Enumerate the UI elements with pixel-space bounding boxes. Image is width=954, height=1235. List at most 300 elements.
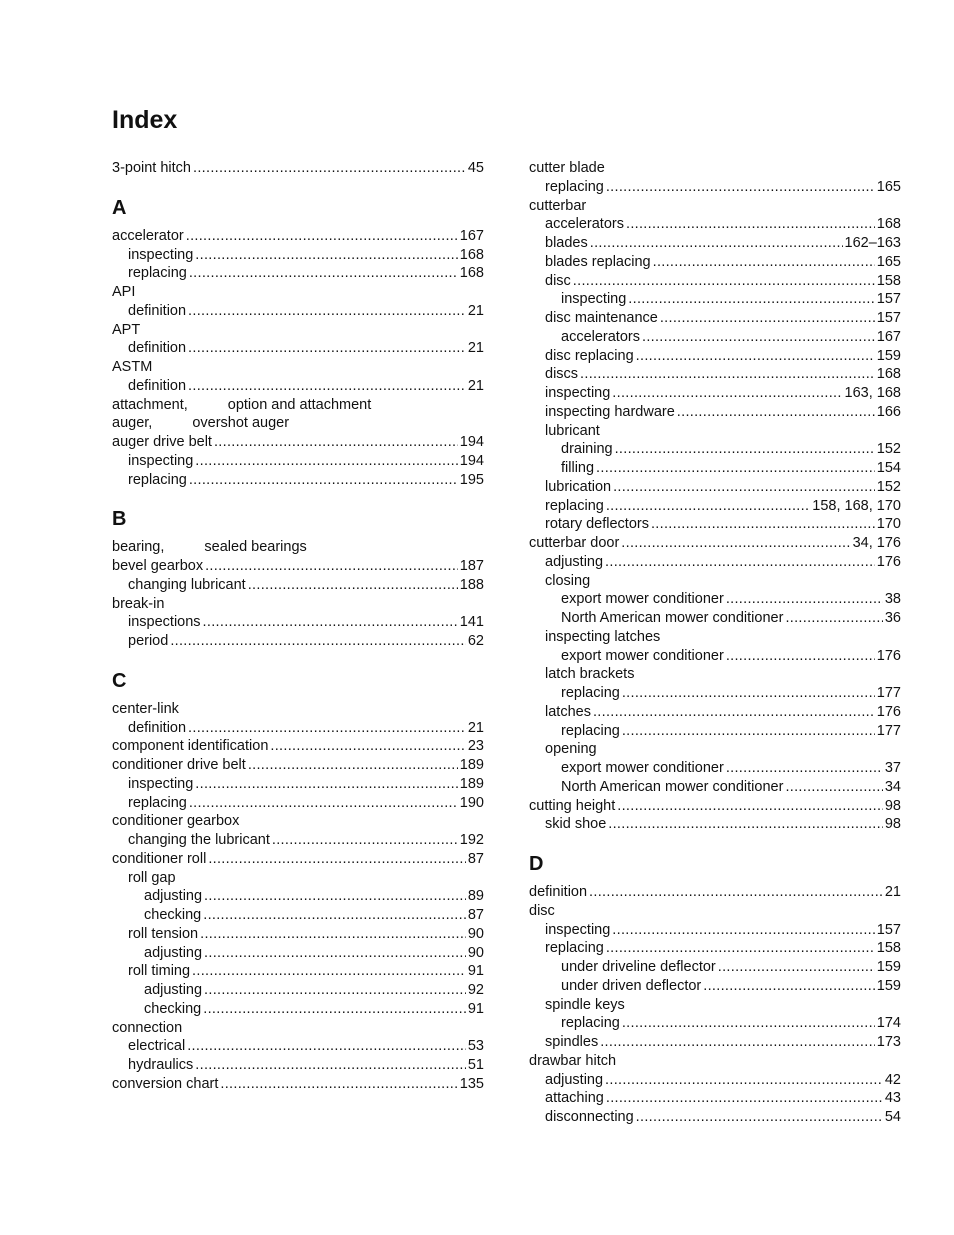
index-term: inspecting: [545, 921, 611, 938]
index-term: under driveline deflector: [561, 959, 716, 975]
section-letter: C: [112, 669, 127, 692]
index-entry: [112, 1075, 484, 1094]
index-entry: [112, 1056, 484, 1075]
page-number: 158: [876, 272, 901, 289]
index-entry: [529, 703, 901, 722]
page-number: 141: [459, 614, 484, 631]
page-number: 21: [467, 377, 484, 394]
index-entry: [529, 939, 901, 958]
page-number: 187: [459, 558, 484, 574]
index-term: spindles: [545, 1034, 599, 1050]
dot-leader: [187, 1037, 466, 1056]
index-entry: [112, 944, 484, 963]
dot-leader: [580, 365, 875, 384]
index-entry: [112, 557, 484, 576]
dot-leader: [622, 1014, 875, 1033]
index-term: electrical: [128, 1038, 186, 1055]
index-entry: [112, 227, 484, 246]
page-number: 166: [876, 403, 901, 420]
page-number: 159: [876, 959, 901, 975]
page-number: 170: [876, 516, 901, 533]
index-entry: [112, 812, 484, 831]
page-number: 45: [467, 160, 484, 176]
page-number: 165: [876, 178, 901, 195]
index-entry: [112, 925, 484, 944]
index-entry: [112, 471, 484, 490]
dot-leader: [203, 906, 466, 925]
page-number: 167: [459, 227, 484, 244]
page-number: 158: [876, 940, 901, 957]
page-number: 34: [884, 778, 901, 795]
dot-leader: [628, 290, 875, 309]
dot-leader: [605, 1071, 883, 1090]
page-number: 34, 176: [852, 535, 901, 551]
index-term: accelerator: [112, 227, 184, 244]
index-entry: [529, 1033, 901, 1052]
dot-leader: [660, 309, 875, 328]
index-entry: [529, 497, 901, 516]
index-term: hydraulics: [128, 1057, 194, 1073]
index-entry: [529, 977, 901, 996]
index-entry: [529, 534, 901, 553]
dot-leader: [613, 478, 875, 497]
dot-leader: [606, 497, 810, 516]
page-number: 92: [467, 982, 484, 998]
index-term: component identification: [112, 738, 269, 755]
index-term: period: [128, 633, 169, 649]
index-entry: [112, 246, 484, 265]
index-entry: [529, 403, 901, 422]
dot-leader: [195, 775, 458, 794]
page-number: 173: [876, 1034, 901, 1050]
index-entry: [112, 302, 484, 321]
index-term: conditioner roll: [112, 850, 207, 867]
index-entry: [112, 358, 484, 377]
index-term: conversion chart: [112, 1075, 219, 1092]
index-entry: [529, 797, 901, 816]
page-number: 98: [884, 816, 901, 833]
page-number: 176: [876, 553, 901, 570]
index-term: bearing,: [112, 539, 165, 556]
dot-leader: [785, 778, 882, 797]
index-term: drawbar hitch: [529, 1052, 617, 1069]
index-term: break-in: [112, 595, 165, 612]
index-term: filling: [561, 460, 595, 476]
index-entry: [529, 459, 901, 478]
index-entry: [529, 478, 901, 497]
dot-leader: [189, 264, 458, 283]
see-reference: overshot auger: [192, 415, 290, 432]
index-entry: [529, 996, 901, 1015]
index-term: cutting height: [529, 797, 616, 814]
dot-leader: [248, 756, 458, 775]
index-term: North American mower conditioner: [561, 610, 784, 626]
dot-leader: [208, 850, 466, 869]
index-term: roll gap: [128, 869, 176, 886]
index-column-left: [112, 159, 484, 1094]
dot-leader: [220, 1075, 457, 1094]
dot-leader: [617, 797, 883, 816]
index-term: replacing: [545, 940, 604, 957]
index-entry: [529, 272, 901, 291]
page-number: 159: [876, 977, 901, 994]
index-term: cutterbar: [529, 197, 587, 214]
index-term: lubricant: [545, 422, 600, 439]
dot-leader: [248, 576, 458, 595]
page-number: 87: [467, 850, 484, 867]
see-reference: sealed bearings: [204, 539, 307, 556]
dot-leader: [615, 440, 875, 459]
index-entry: [529, 740, 901, 759]
dot-leader: [626, 215, 875, 234]
dot-leader: [192, 962, 466, 981]
index-term: blades replacing: [545, 253, 651, 270]
index-term: export mower conditioner: [561, 760, 724, 776]
index-entry: [529, 921, 901, 940]
index-term: replacing: [561, 1015, 620, 1032]
index-entry: [529, 1089, 901, 1108]
index-entry: [529, 815, 901, 834]
index-term: cutter blade: [529, 160, 605, 176]
index-term: export mower conditioner: [561, 591, 724, 608]
dot-leader: [170, 632, 466, 651]
index-term: inspecting: [545, 385, 611, 401]
dot-leader: [605, 553, 875, 572]
index-entry: [529, 1014, 901, 1033]
dot-leader: [612, 921, 875, 940]
dot-leader: [188, 719, 466, 738]
index-entry: [112, 377, 484, 396]
index-term: North American mower conditioner: [561, 778, 784, 795]
index-entry: [529, 515, 901, 534]
page-number: 152: [876, 441, 901, 458]
index-entry: [529, 590, 901, 609]
index-entry: [112, 850, 484, 869]
index-term: replacing: [545, 497, 604, 514]
index-entry: [112, 962, 484, 981]
page-number: 154: [876, 460, 901, 476]
dot-leader: [622, 684, 875, 703]
page-number: 36: [884, 610, 901, 626]
dot-leader: [608, 815, 883, 834]
index-entry: [112, 700, 484, 719]
dot-leader: [636, 1108, 883, 1127]
dot-leader: [203, 613, 458, 632]
dot-leader: [189, 471, 458, 490]
index-term: definition: [128, 719, 187, 736]
index-entry: [112, 887, 484, 906]
page-number: 21: [467, 719, 484, 736]
page-number: 42: [884, 1071, 901, 1088]
index-entry: [529, 1052, 901, 1071]
page-number: 165: [876, 253, 901, 270]
dot-leader: [203, 1000, 466, 1019]
index-term: accelerators: [561, 328, 640, 345]
dot-leader: [622, 722, 875, 741]
index-term: under driven deflector: [561, 977, 702, 994]
index-entry: [112, 869, 484, 888]
page-number: 188: [459, 576, 484, 593]
index-term: bevel gearbox: [112, 558, 204, 574]
index-entry: [112, 794, 484, 813]
page-number: 37: [884, 760, 901, 776]
page-number: 21: [467, 340, 484, 357]
index-entry: [529, 778, 901, 797]
index-term: ASTM: [112, 359, 153, 375]
page-number: 176: [876, 703, 901, 720]
page-number: 158, 168, 170: [812, 497, 901, 514]
page-number: 53: [467, 1038, 484, 1055]
index-entry: [529, 215, 901, 234]
page-number: 162–163: [844, 235, 901, 251]
dot-leader: [270, 737, 465, 756]
page-number: 190: [459, 794, 484, 811]
page-number: 168: [876, 216, 901, 233]
index-entry: [112, 831, 484, 850]
index-entry: [529, 647, 901, 666]
page-number: 38: [884, 591, 901, 608]
dot-leader: [596, 459, 875, 478]
page-number: 163, 168: [844, 385, 901, 401]
dot-leader: [642, 328, 875, 347]
index-entry: [112, 613, 484, 632]
dot-leader: [653, 253, 875, 272]
index-term: inspecting hardware: [545, 403, 675, 420]
index-term: conditioner drive belt: [112, 757, 246, 773]
page-number: 90: [467, 944, 484, 961]
index-term: inspecting latches: [545, 628, 661, 645]
page-number: 194: [459, 434, 484, 450]
index-term: definition: [128, 302, 187, 319]
see-reference: option and attachment: [227, 396, 372, 413]
dot-leader: [589, 883, 883, 902]
index-entry: [112, 906, 484, 925]
page-number: 21: [467, 302, 484, 319]
index-entry-see: [112, 414, 484, 433]
index-entry: [529, 883, 901, 902]
page-number: 87: [467, 907, 484, 923]
index-term: opening: [545, 741, 597, 758]
dot-leader: [186, 227, 458, 246]
dot-leader: [718, 958, 875, 977]
dot-leader: [573, 272, 875, 291]
index-entry: [112, 1000, 484, 1019]
index-term: latch brackets: [545, 666, 635, 683]
dot-leader: [651, 515, 875, 534]
page-number: 54: [884, 1109, 901, 1125]
index-entry: [112, 433, 484, 452]
dot-leader: [677, 403, 875, 422]
dot-leader: [195, 1056, 466, 1075]
index-entry: [529, 178, 901, 197]
page-number: 43: [884, 1090, 901, 1107]
dot-leader: [606, 178, 875, 197]
index-term: attachment,: [112, 396, 188, 413]
index-column-right: [529, 159, 901, 1127]
dot-leader: [590, 234, 843, 253]
index-entry: [529, 328, 901, 347]
index-entry: [529, 958, 901, 977]
index-entry: [529, 309, 901, 328]
page-number: 51: [467, 1057, 484, 1073]
index-term: draining: [561, 441, 613, 458]
index-term: replacing: [128, 794, 187, 811]
index-term: connection: [112, 1019, 183, 1036]
page-number: 157: [876, 310, 901, 326]
index-term: adjusting: [144, 982, 203, 998]
index-entry-see: [112, 396, 484, 415]
page-number: 176: [876, 647, 901, 664]
index-entry: [529, 384, 901, 403]
index-entry: [529, 234, 901, 253]
index-term: checking: [144, 907, 202, 923]
page-number: 23: [467, 738, 484, 755]
page-number: 168: [459, 265, 484, 282]
index-entry: [112, 264, 484, 283]
page-number: 168: [876, 366, 901, 383]
dot-leader: [195, 452, 458, 471]
index-entry: [112, 981, 484, 1000]
dot-leader: [195, 246, 458, 265]
page-number: 91: [467, 963, 484, 980]
index-term: disc: [545, 272, 571, 289]
dot-leader: [785, 609, 882, 628]
index-term: export mower conditioner: [561, 647, 724, 664]
index-term: conditioner gearbox: [112, 813, 240, 830]
dot-leader: [600, 1033, 875, 1052]
dot-leader: [188, 339, 466, 358]
index-term: blades: [545, 235, 588, 251]
index-entry: [529, 347, 901, 366]
index-entry: [529, 902, 901, 921]
section-letter: B: [112, 508, 127, 531]
page-number: 157: [876, 291, 901, 308]
index-term: rotary deflectors: [545, 516, 649, 533]
index-entry: [529, 684, 901, 703]
index-entry: [112, 719, 484, 738]
index-term: disc replacing: [545, 347, 634, 364]
dot-leader: [188, 377, 466, 396]
index-term: API: [112, 284, 136, 300]
dot-leader: [189, 794, 458, 813]
page-number: 194: [459, 452, 484, 469]
dot-leader: [621, 534, 850, 553]
index-term: disconnecting: [545, 1109, 634, 1125]
index-term: discs: [545, 366, 579, 383]
index-term: adjusting: [144, 888, 203, 905]
dot-leader: [204, 944, 466, 963]
page-number: 168: [459, 246, 484, 263]
index-term: adjusting: [144, 944, 203, 961]
index-term: latches: [545, 703, 591, 720]
page-number: 177: [876, 722, 901, 739]
index-term: adjusting: [545, 1071, 604, 1088]
index-entry: [112, 775, 484, 794]
index-term: inspecting: [561, 291, 627, 308]
index-term: 3-point hitch: [112, 160, 191, 176]
index-entry: [529, 628, 901, 647]
dot-leader: [188, 302, 466, 321]
index-entry: [529, 159, 901, 178]
dot-leader: [726, 647, 875, 666]
index-entry: [112, 1019, 484, 1038]
index-term: changing lubricant: [128, 576, 246, 593]
section-letter: D: [529, 853, 544, 875]
index-entry-see: [112, 538, 484, 557]
dot-leader: [703, 977, 875, 996]
page-number: 167: [876, 328, 901, 345]
dot-leader: [204, 887, 466, 906]
index-entry: [529, 609, 901, 628]
index-entry: [529, 572, 901, 591]
page-number: 62: [467, 633, 484, 649]
index-entry: [529, 365, 901, 384]
page-number: 192: [459, 832, 484, 848]
dot-leader: [214, 433, 458, 452]
index-entry: [529, 759, 901, 778]
index-term: attaching: [545, 1090, 604, 1107]
index-term: disc: [529, 902, 555, 919]
index-entry: [529, 290, 901, 309]
page-number: 189: [459, 757, 484, 773]
index-term: changing the lubricant: [128, 832, 270, 848]
page-number: 135: [459, 1075, 484, 1092]
index-entry: [112, 632, 484, 651]
index-term: skid shoe: [545, 816, 607, 833]
index-term: replacing: [128, 471, 187, 488]
index-entry: [529, 197, 901, 216]
index-entry: [112, 452, 484, 471]
index-term: roll tension: [128, 925, 199, 942]
dot-leader: [204, 981, 466, 1000]
index-term: lubrication: [545, 478, 612, 495]
index-term: cutterbar door: [529, 535, 620, 551]
index-entry: [529, 1071, 901, 1090]
page-number: 91: [467, 1000, 484, 1017]
index-term: inspections: [128, 614, 201, 631]
index-term: inspecting: [128, 246, 194, 263]
index-term: replacing: [561, 685, 620, 701]
section-letter: A: [112, 196, 127, 219]
dot-leader: [606, 939, 875, 958]
index-entry: [529, 553, 901, 572]
index-term: definition: [529, 884, 588, 900]
index-entry: [112, 283, 484, 302]
index-term: roll timing: [128, 963, 191, 980]
index-term: inspecting: [128, 775, 194, 792]
page-number: 152: [876, 478, 901, 495]
index-entry: [112, 756, 484, 775]
dot-leader: [612, 384, 842, 403]
index-entry: [529, 422, 901, 441]
dot-leader: [205, 557, 458, 576]
index-term: disc maintenance: [545, 310, 658, 326]
index-term: replacing: [545, 178, 604, 195]
dot-leader: [726, 590, 883, 609]
index-term: definition: [128, 377, 187, 394]
page-number: 89: [467, 888, 484, 905]
index-term: auger,: [112, 415, 153, 432]
index-term: inspecting: [128, 452, 194, 469]
index-entry: [112, 159, 484, 178]
page-number: 90: [467, 925, 484, 942]
page-number: 21: [884, 884, 901, 900]
index-term: center-link: [112, 700, 179, 717]
index-term: definition: [128, 340, 187, 357]
index-entry: [112, 595, 484, 614]
index-term: accelerators: [545, 216, 624, 233]
index-term: checking: [144, 1000, 202, 1017]
